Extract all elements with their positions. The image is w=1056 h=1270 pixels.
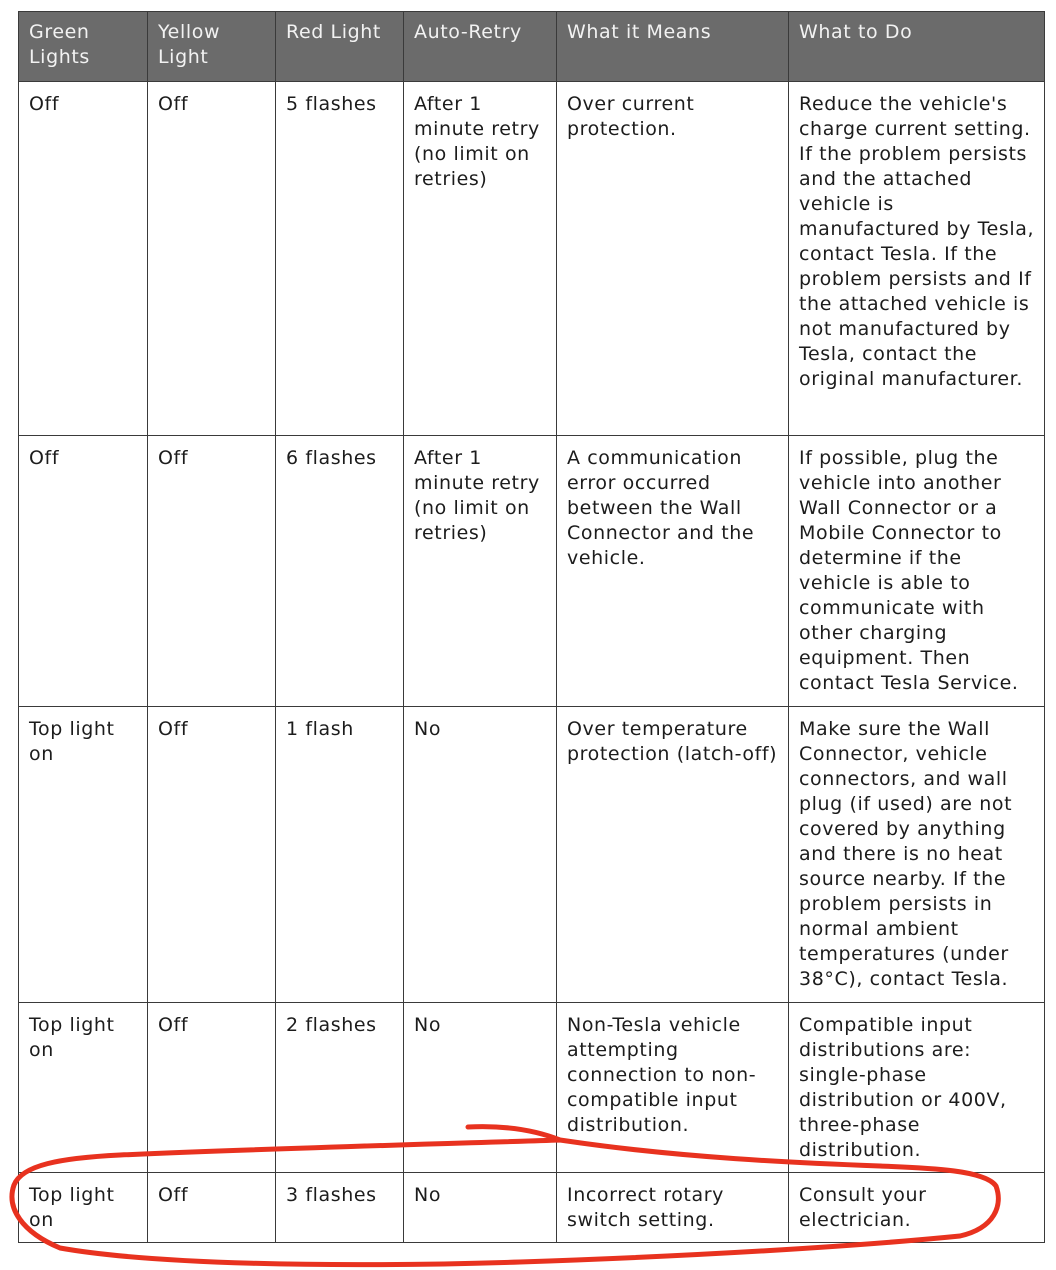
header-yellow-light: Yellow Light [148, 12, 276, 82]
cell-what-it-means: Over temperature protection (latch-off) [557, 707, 789, 1003]
cell-what-it-means: Incorrect rotary switch setting. [557, 1173, 789, 1243]
cell-what-to-do: Consult your electrician. [789, 1173, 1045, 1243]
cell-yellow-light: Off [148, 707, 276, 1003]
cell-what-to-do: Compatible input distributions are: single-phase distribution or 400V, three-phase distribution. [789, 1003, 1045, 1173]
cell-auto-retry: After 1 minute retry (no limit on retries) [404, 82, 557, 436]
cell-auto-retry: After 1 minute retry (no limit on retries) [404, 436, 557, 707]
cell-what-it-means: Over current protection. [557, 82, 789, 436]
cell-what-to-do: Reduce the vehicle's charge current setting. If the problem persists and the attached vehicle is manufactured by Tesla, contact Tesla. If the problem persists and If the attached vehicle is not manufactured by Tesla, contact the original manufacturer. [789, 82, 1045, 436]
cell-red-light: 2 flashes [276, 1003, 404, 1173]
table-row [19, 82, 1045, 436]
cell-green-lights: Top light on [19, 1173, 148, 1243]
table-header-row [19, 12, 1045, 82]
cell-yellow-light: Off [148, 1173, 276, 1243]
header-auto-retry: Auto-Retry [404, 12, 557, 82]
table-row [19, 436, 1045, 707]
cell-red-light: 1 flash [276, 707, 404, 1003]
cell-yellow-light: Off [148, 1003, 276, 1173]
cell-what-to-do: If possible, plug the vehicle into another Wall Connector or a Mobile Connector to determine if the vehicle is able to communicate with other charging equipment. Then contact Tesla Service. [789, 436, 1045, 707]
led-status-table [18, 11, 1045, 1243]
cell-red-light: 5 flashes [276, 82, 404, 436]
cell-yellow-light: Off [148, 82, 276, 436]
cell-yellow-light: Off [148, 436, 276, 707]
table-row [19, 1173, 1045, 1243]
cell-green-lights: Top light on [19, 707, 148, 1003]
cell-auto-retry: No [404, 707, 557, 1003]
cell-what-to-do: Make sure the Wall Connector, vehicle connectors, and wall plug (if used) are not covered by anything and there is no heat source nearby. If the problem persists in normal ambient temperatures (under 38°C), contact Tesla. [789, 707, 1045, 1003]
cell-what-it-means: Non-Tesla vehicle attempting connection to non-compatible input distribution. [557, 1003, 789, 1173]
cell-green-lights: Off [19, 82, 148, 436]
cell-auto-retry: No [404, 1003, 557, 1173]
cell-red-light: 6 flashes [276, 436, 404, 707]
header-what-it-means: What it Means [557, 12, 789, 82]
table-row [19, 707, 1045, 1003]
header-what-to-do: What to Do [789, 12, 1045, 82]
cell-auto-retry: No [404, 1173, 557, 1243]
cell-red-light: 3 flashes [276, 1173, 404, 1243]
cell-what-it-means: A communication error occurred between the Wall Connector and the vehicle. [557, 436, 789, 707]
header-red-light: Red Light [276, 12, 404, 82]
table-row [19, 1003, 1045, 1173]
header-green-lights: Green Lights [19, 12, 148, 82]
cell-green-lights: Off [19, 436, 148, 707]
cell-green-lights: Top light on [19, 1003, 148, 1173]
